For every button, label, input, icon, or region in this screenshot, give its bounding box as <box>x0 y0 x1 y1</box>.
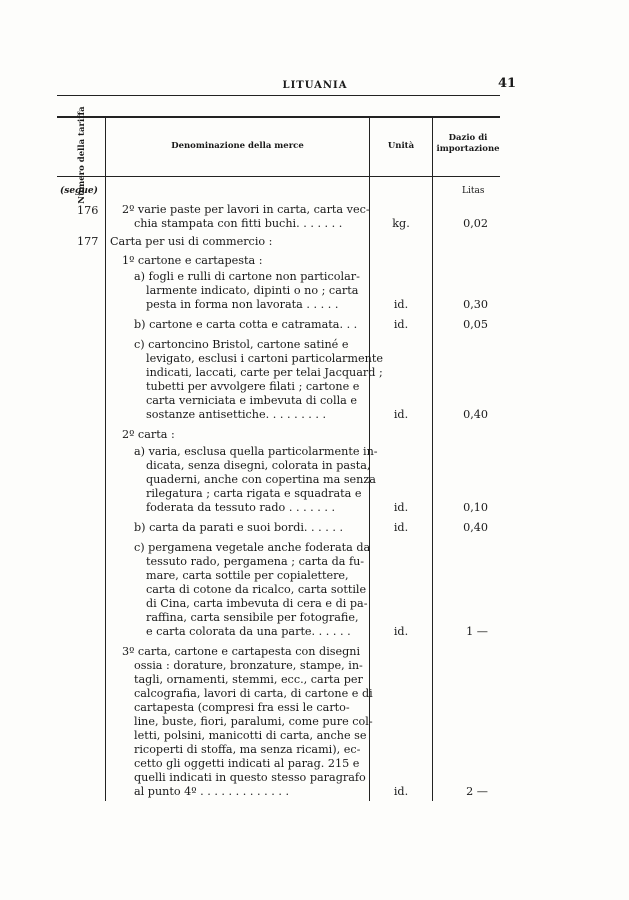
entry-176-line: chia stampata con fitti buchi. . . . . . . <box>134 217 343 230</box>
duty-value: 0,02 <box>463 217 488 230</box>
entry-176-line: 2º varie paste per lavori in carta, carta vec- <box>122 203 370 216</box>
subsection-1-title: 1º cartone e cartapesta : <box>122 254 263 267</box>
entry-177-title: Carta per usi di commercio : <box>110 235 273 248</box>
header-duty: Dazio di importazione <box>436 133 500 154</box>
subsection-3-line: cartapesta (compresi fra essi le carto- <box>134 701 350 714</box>
currency-label: Litas <box>462 186 485 196</box>
subsection-3-line: calcografia, lavori di carta, di cartone e di <box>134 687 373 700</box>
column-divider-2-ext <box>369 737 370 801</box>
subsection-3-line: ossia : dorature, bronzature, stampe, in- <box>134 659 363 672</box>
item-2a-line: dicata, senza disegni, colorata in pasta, <box>146 459 371 472</box>
duty-value: 0,40 <box>463 521 488 534</box>
subsection-3-line: 3º carta, cartone e cartapesta con disegni <box>122 645 361 658</box>
page-number: 41 <box>498 76 517 91</box>
item-1a-line: larmente indicato, dipinti o no ; carta <box>146 284 359 297</box>
unit-value: id. <box>393 298 409 311</box>
item-1c-line: tubetti per avvolgere filati ; cartone e <box>146 380 360 393</box>
item-2c-line: raffina, carta sensibile per fotografie, <box>146 611 359 624</box>
unit-value: id. <box>393 785 409 798</box>
duty-value: 2 — <box>466 785 488 798</box>
subsection-3-line: line, buste, fiori, paralumi, come pure col- <box>134 715 373 728</box>
duty-value: 0,05 <box>463 318 488 331</box>
item-1a-line: a) fogli e rulli di cartone non particolar- <box>134 270 360 283</box>
header-tariff-number: Numero della tariffa <box>77 106 87 204</box>
header-goods-description: Denominazione della merce <box>171 141 304 151</box>
subsection-3-line: cetto gli oggetti indicati al parag. 215 e <box>134 757 360 770</box>
subsection-3-line: al punto 4º . . . . . . . . . . . . . <box>134 785 290 798</box>
subsection-3-line: letti, polsini, manicotti di carta, anche se <box>134 729 367 742</box>
table-top-rule <box>57 116 500 118</box>
item-2a-line: foderata da tessuto rado . . . . . . . <box>146 501 336 514</box>
column-divider-1-ext <box>105 737 106 801</box>
item-2b-line: b) carta da parati e suoi bordi. . . . . . <box>134 521 344 534</box>
item-2c-line: di Cina, carta imbevuta di cera e di pa- <box>146 597 368 610</box>
running-header-title: LITUANIA <box>282 80 348 91</box>
unit-value: id. <box>393 408 409 421</box>
unit-value: id. <box>393 625 409 638</box>
item-2c-line: e carta colorata da una parte. . . . . . <box>146 625 351 638</box>
duty-value: 0,10 <box>463 501 488 514</box>
duty-value: 0,40 <box>463 408 488 421</box>
item-1b-line: b) cartone e carta cotta e catramata. . . <box>134 318 358 331</box>
item-2c-line: carta di cotone da ricalco, carta sottile <box>146 583 367 596</box>
unit-value: kg. <box>392 217 410 230</box>
item-2a-line: rilegatura ; carta rigata e squadrata e <box>146 487 362 500</box>
item-1c-line: indicati, laccati, carte per telai Jacquard ; <box>146 366 383 379</box>
item-1a-line: pesta in forma non lavorata . . . . . <box>146 298 339 311</box>
unit-value: id. <box>393 501 409 514</box>
item-2a-line: quaderni, anche con copertina ma senza <box>146 473 376 486</box>
tariff-number-177: 177 <box>77 235 99 248</box>
item-1c-line: c) cartoncino Bristol, cartone satiné e <box>134 338 349 351</box>
item-2c-line: tessuto rado, pergamena ; carta da fu- <box>146 555 365 568</box>
item-1c-line: levigato, esclusi i cartoni particolarmente <box>146 352 383 365</box>
unit-value: id. <box>393 521 409 534</box>
column-divider-3-ext <box>432 737 433 801</box>
item-1c-line: carta verniciata e imbevuta di colla e <box>146 394 358 407</box>
segue-label: (segue) <box>60 186 98 196</box>
header-rule <box>57 95 500 96</box>
item-2c-line: c) pergamena vegetale anche foderata da <box>134 541 371 554</box>
column-divider-1 <box>105 117 106 737</box>
tariff-number-176: 176 <box>77 204 99 217</box>
subsection-3-line: tagli, ornamenti, stemmi, ecc., carta per <box>134 673 363 686</box>
subsection-3-line: quelli indicati in questo stesso paragrafo <box>134 771 366 784</box>
unit-value: id. <box>393 318 409 331</box>
table-header-rule <box>57 176 500 177</box>
header-unit: Unità <box>387 141 415 151</box>
item-2a-line: a) varia, esclusa quella particolarmente in- <box>134 445 378 458</box>
subsection-2-title: 2º carta : <box>122 428 175 441</box>
subsection-3-line: ricoperti di stoffa, ma senza ricami), ec- <box>134 743 361 756</box>
item-1c-line: sostanze antisettiche. . . . . . . . . <box>146 408 327 421</box>
item-2c-line: mare, carta sottile per copialettere, <box>146 569 349 582</box>
duty-value: 0,30 <box>463 298 488 311</box>
duty-value: 1 — <box>466 625 488 638</box>
column-divider-3 <box>432 117 433 737</box>
